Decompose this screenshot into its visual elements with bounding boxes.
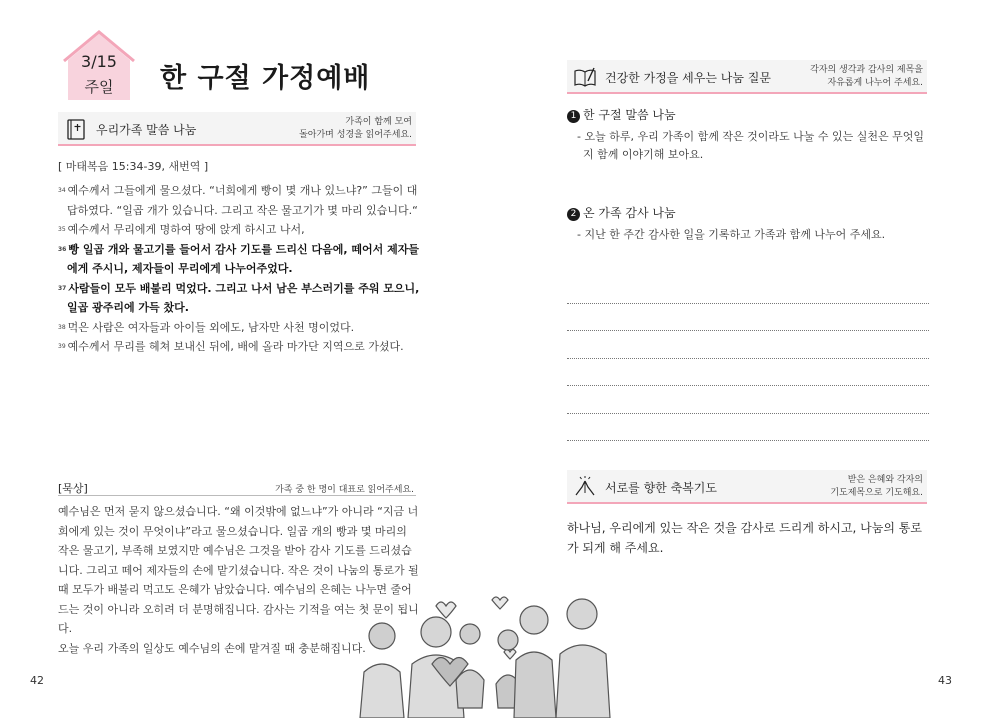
page-title: 한 구절 가정예배	[160, 63, 371, 94]
number-1-icon: 1	[567, 110, 580, 123]
bible-icon	[64, 117, 88, 141]
meditation-paragraph: 예수님은 먼저 묻지 않으셨습니다. “왜 이것밖에 없느냐”가 아니라 “지금 너희에게 있는 것이 무엇이냐”라고 물으셨습니다. 일곱 개의 빵과 몇 마리의 작은 물고기, 부족해 보였지만 예수님은 그것을 받아 감사 기도를 드리셨습니다. 그리고 떼어 제자들의 손에 맡기셨습니다. 작은 것이 나눔의 통로가 될 때 모두가 배불리 먹고도 은혜가 남았습니다. 예수님의 은혜는 나누면 줄어드는 것이 아니라 오히려 더 분명해집니다. 감사는 기적을 여는 첫 문이 됩니다.	[58, 505, 419, 635]
question-1-title: 한 구절 말씀 나눔	[583, 108, 676, 122]
question-1	[567, 106, 929, 164]
family-section-label: 우리가족 말씀 나눔	[96, 123, 197, 137]
question-1-desc: - 오늘 하루, 우리 가족이 함께 작은 것이라도 나눌 수 있는 실천은 무엇일지 함께 이야기해 보아요.	[577, 130, 924, 161]
date-label: 3/15	[81, 52, 117, 71]
scripture-reference: [ 마태복음 15:34-39, 새번역 ]	[58, 160, 209, 173]
writing-line[interactable]	[567, 331, 929, 359]
family-section-note: 가족이 함께 모여 돌아가며 성경을 읽어주세요.	[299, 117, 412, 140]
verse-39: 39 예수께서 무리를 헤쳐 보내신 뒤에, 배에 올라 마가단 지역으로 가셨다.	[58, 340, 404, 353]
page-number-left: 42	[30, 674, 44, 687]
scripture-verses	[58, 181, 420, 357]
family-word-sharing-header	[58, 112, 416, 146]
verse-36: 36 빵 일곱 개와 물고기를 들어서 감사 기도를 드리신 다음에, 떼어서 제자들에게 주시니, 제자들이 무리에게 나누어주었다.	[58, 242, 419, 275]
meditation-note: 가족 중 한 명이 대표로 읽어주세요.	[275, 485, 414, 495]
page-number-right: 43	[938, 674, 952, 687]
question-2-title: 온 가족 감사 나눔	[583, 206, 676, 220]
blessing-section-note: 받은 은혜와 각자의 기도제목으로 기도해요.	[830, 475, 923, 498]
writing-line[interactable]	[567, 414, 929, 442]
writing-line[interactable]	[567, 386, 929, 414]
family-illustration	[350, 580, 640, 718]
writing-line[interactable]	[567, 359, 929, 387]
meditation-header	[58, 479, 416, 496]
number-2-icon: 2	[567, 208, 580, 221]
verse-34: 34 예수께서 그들에게 물으셨다. “너희에게 빵이 몇 개나 있느냐?” 그들이 대답하였다. “일곱 개가 있습니다. 그리고 작은 물고기가 몇 마리 있습니다.“	[58, 184, 418, 217]
meditation-closing: 오늘 우리 가족의 일상도 예수님의 손에 맡겨질 때 충분해집니다.	[58, 641, 366, 655]
meditation-label: [묵상]	[58, 482, 88, 495]
praying-hands-icon	[573, 475, 597, 499]
question-2	[567, 204, 929, 244]
question-2-desc: - 지난 한 주간 감사한 일을 기록하고 가족과 함께 나누어 주세요.	[577, 228, 886, 241]
verse-35: 35 예수께서 무리에게 명하여 땅에 앉게 하시고 나서,	[58, 223, 305, 236]
verse-38: 38 먹은 사람은 여자들과 아이들 외에도, 남자만 사천 명이었다.	[58, 320, 355, 334]
writing-lines[interactable]	[567, 276, 929, 441]
date-badge	[62, 30, 136, 102]
writing-line[interactable]	[567, 276, 929, 304]
blessing-prayer-header	[567, 470, 927, 504]
blessing-section-label: 서로를 향한 축복기도	[605, 481, 717, 495]
question-section-label: 건강한 가정을 세우는 나눔 질문	[605, 71, 771, 85]
blessing-prayer-text: 하나님, 우리에게 있는 작은 것을 감사로 드리게 하시고, 나눔의 통로가 되게 해 주세요.	[567, 521, 922, 555]
verse-37: 37 사람들이 모두 배불리 먹었다. 그리고 나서 남은 부스러기를 주워 모으니, 일곱 광주리에 가득 찼다.	[58, 281, 420, 314]
sharing-question-header	[567, 60, 927, 94]
question-section-note: 각자의 생각과 감사의 제목을 자유롭게 나누어 주세요.	[810, 65, 923, 88]
writing-line[interactable]	[567, 304, 929, 332]
day-label: 주일	[84, 78, 114, 96]
writing-book-icon	[573, 65, 597, 89]
